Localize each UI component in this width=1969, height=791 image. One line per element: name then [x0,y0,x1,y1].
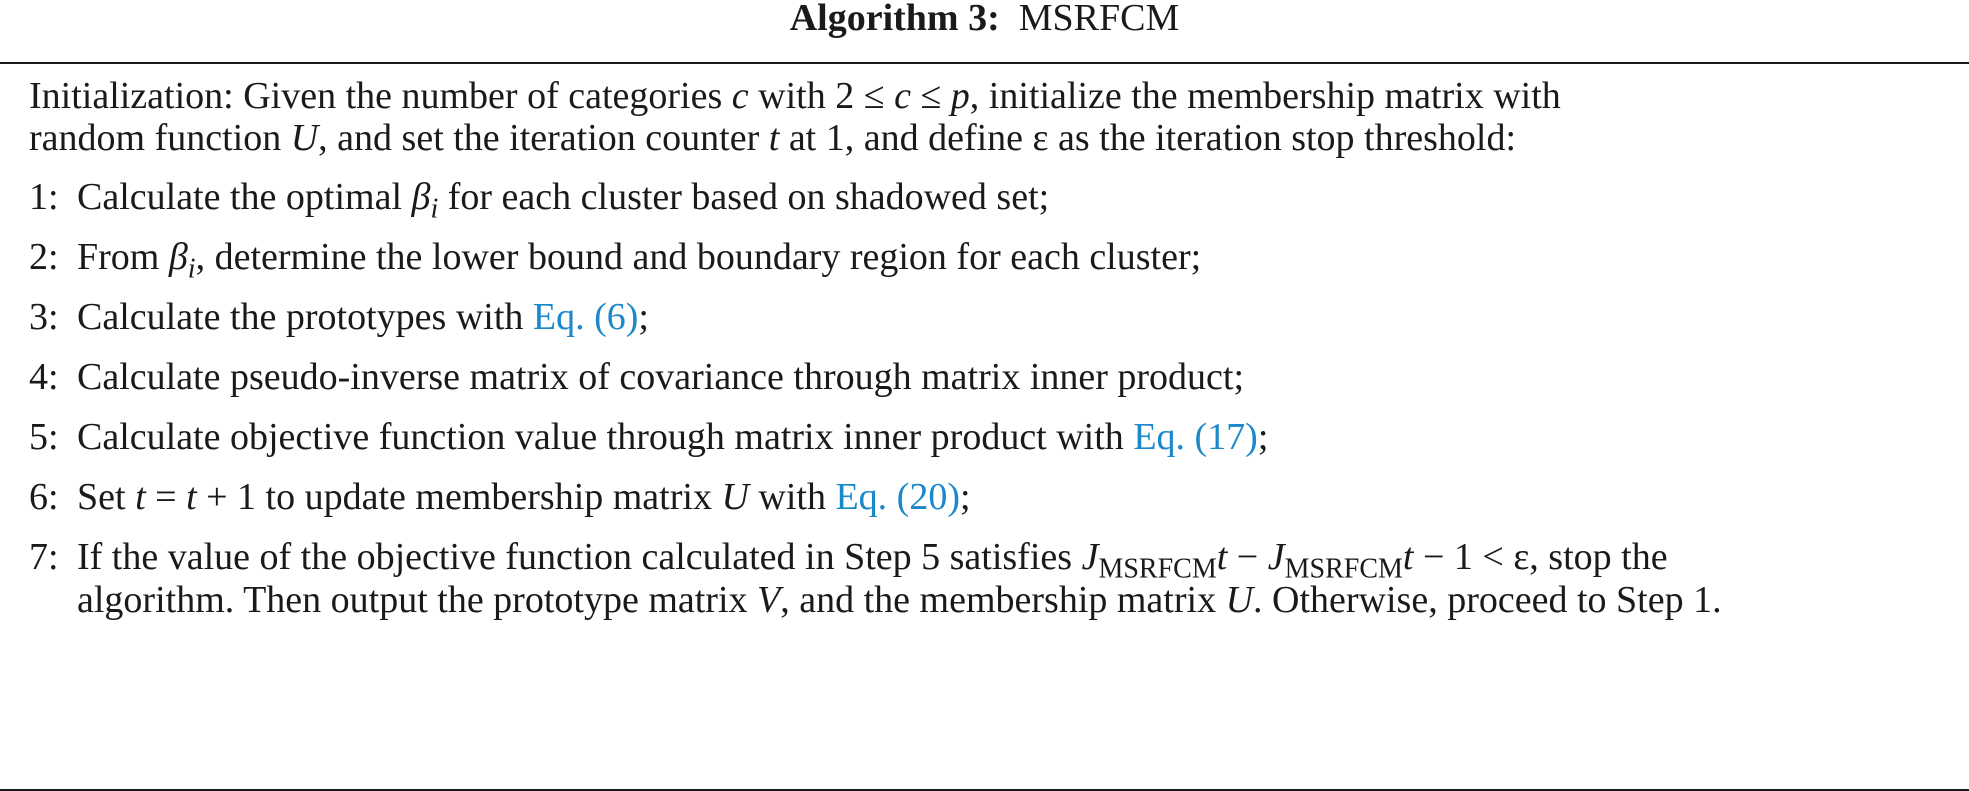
algorithm-label: Algorithm 3: [789,0,1000,39]
eq-17-link[interactable]: Eq. (17) [1133,416,1258,458]
step-6: 6: Set t = t + 1 to update membership matrix U with Eq. (20); [29,476,971,518]
step-4: 4: Calculate pseudo-inverse matrix of covariance through matrix inner product; [29,356,1245,398]
step-2: 2: From $\beta_i$, determine the lower bound and boundary region for each cluster; [29,236,1202,285]
init-line-2: random function U, and set the iteration counter t at 1, and define ε as the iteration stop threshold: [29,117,1517,159]
init-line-1: Initialization: Given the number of categories c with 2 ≤ c ≤ p, initialize the membership matrix with [29,75,1561,117]
step-3: 3: Calculate the prototypes with Eq. (6); [29,296,649,338]
algorithm-name: MSRFCM [1018,0,1180,39]
step-1: 1: Calculate the optimal $\beta_i$ for each cluster based on shadowed set; [29,176,1050,225]
step-5: 5: Calculate objective function value through matrix inner product with Eq. (17); [29,416,1269,458]
step-7-line-2: algorithm. Then output the prototype matrix V, and the membership matrix U. Otherwise, proceed to Step 1. [77,579,1722,621]
eq-6-link[interactable]: Eq. (6) [532,296,639,338]
algorithm-caption [0,0,1969,56]
eq-20-link[interactable]: Eq. (20) [835,476,960,518]
step-7-line-1: If the value of the objective function calculated in Step 5 satisfies $J_{MSRFCM}t - J_{MSRFCM}t - 1 < \varepsilon$, stop the [77,536,1668,585]
top-rule [0,62,1969,64]
